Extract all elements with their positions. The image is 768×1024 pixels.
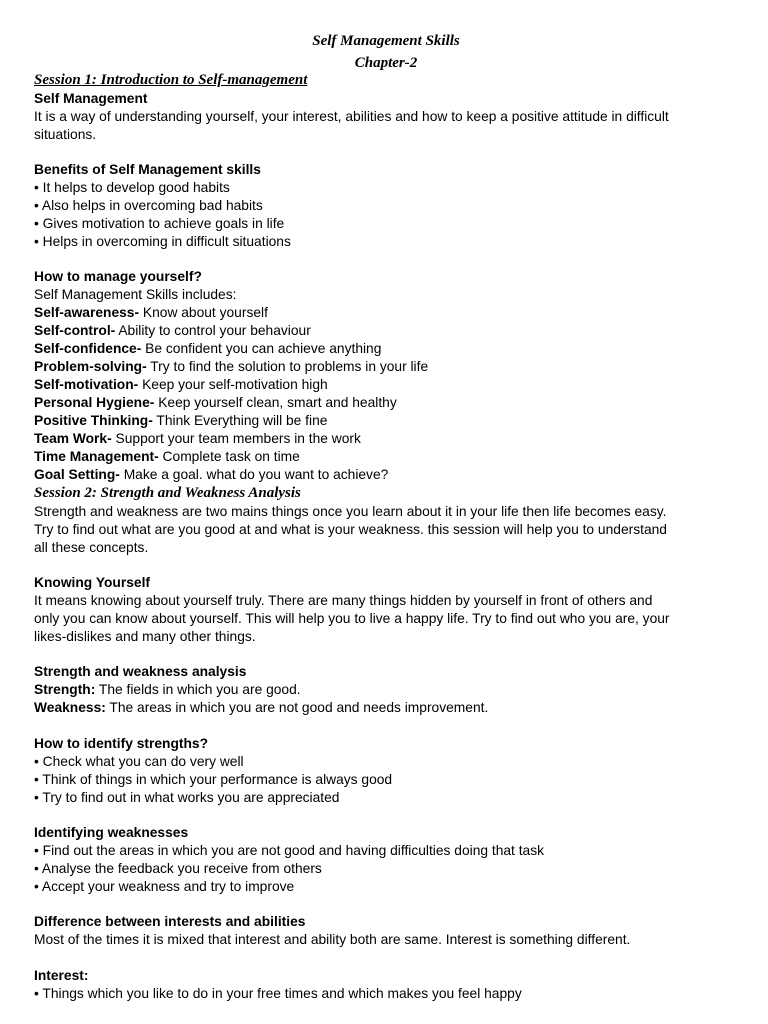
- skill-item: [34, 340, 754, 358]
- self-management-desc-line-1: It is a way of understanding yourself, your interest, abilities and how to keep a positive attitude in difficult: [34, 109, 669, 124]
- skill-item: [34, 430, 754, 448]
- difference-desc: Most of the times it is mixed that interest and ability both are same. Interest is something different.: [34, 932, 631, 947]
- identify-strengths-heading: How to identify strengths?: [34, 736, 208, 751]
- session-2-intro-line-1: Strength and weakness are two mains things once you learn about it in your life then life becomes easy.: [34, 504, 667, 519]
- list-item: • Gives motivation to achieve goals in life: [34, 216, 285, 231]
- knowing-yourself-line-1: It means knowing about yourself truly. There are many things hidden by yourself in front of others and: [34, 593, 653, 608]
- skill-desc: Keep your self-motivation high: [138, 377, 328, 392]
- skill-item: [34, 394, 754, 412]
- difference-heading: Difference between interests and abilities: [34, 914, 306, 929]
- skill-desc: Keep yourself clean, smart and healthy: [154, 395, 397, 410]
- skill-desc: Ability to control your behaviour: [115, 323, 311, 338]
- strength-definition: [34, 681, 754, 699]
- document-header: [0, 30, 768, 74]
- chapter-label: Chapter-2: [354, 55, 418, 71]
- knowing-yourself-line-3: likes-dislikes and many other things.: [34, 629, 256, 644]
- session-2-intro-line-2: Try to find out what are you good at and what is your weakness. this session will help you to understand: [34, 522, 667, 537]
- skill-term: Self-confidence-: [34, 341, 142, 356]
- knowing-yourself-line-2: only you can know about yourself. This will help you to live a happy life. Try to find out who you are, your: [34, 611, 670, 626]
- skill-term: Problem-solving-: [34, 359, 147, 374]
- skill-item: [34, 376, 754, 394]
- skill-item: [34, 322, 754, 340]
- identify-weaknesses-heading: Identifying weaknesses: [34, 825, 189, 840]
- skill-desc: Know about yourself: [139, 305, 268, 320]
- session-2-heading: Session 2: Strength and Weakness Analysis: [34, 485, 301, 501]
- list-item: • Analyse the feedback you receive from others: [34, 861, 322, 876]
- skill-item: [34, 448, 754, 466]
- skill-desc: Try to find the solution to problems in your life: [146, 359, 429, 374]
- session-2-intro-line-3: all these concepts.: [34, 540, 149, 555]
- skill-term: Self-awareness-: [34, 305, 140, 320]
- list-item: • Find out the areas in which you are not good and having difficulties doing that task: [34, 843, 545, 858]
- skill-item: [34, 358, 754, 376]
- strength-desc: The fields in which you are good.: [95, 682, 301, 697]
- skill-term: Goal Setting-: [34, 467, 120, 482]
- interest-heading: Interest:: [34, 968, 89, 983]
- skill-item: [34, 412, 754, 430]
- list-item: • Also helps in overcoming bad habits: [34, 198, 263, 213]
- skill-term: Personal Hygiene-: [34, 395, 155, 410]
- weakness-definition: [34, 699, 754, 717]
- skill-term: Team Work-: [34, 431, 112, 446]
- list-item: • Try to find out in what works you are appreciated: [34, 790, 340, 805]
- skill-item: [34, 466, 754, 484]
- session-1-heading: Session 1: Introduction to Self-management: [34, 72, 308, 88]
- self-management-desc-line-2: situations.: [34, 127, 97, 142]
- swa-heading: Strength and weakness analysis: [34, 664, 247, 679]
- skill-term: Self-control-: [34, 323, 116, 338]
- list-item: • Check what you can do very well: [34, 754, 244, 769]
- list-item: • Accept your weakness and try to improve: [34, 879, 295, 894]
- weakness-desc: The areas in which you are not good and needs improvement.: [105, 700, 489, 715]
- weakness-term: Weakness:: [34, 700, 106, 715]
- benefits-heading: Benefits of Self Management skills: [34, 162, 261, 177]
- skill-term: Time Management-: [34, 449, 159, 464]
- skill-term: Self-motivation-: [34, 377, 139, 392]
- skill-desc: Think Everything will be fine: [152, 413, 328, 428]
- list-item: • It helps to develop good habits: [34, 180, 230, 195]
- skill-desc: Support your team members in the work: [111, 431, 361, 446]
- skills-includes-label: Self Management Skills includes:: [34, 287, 237, 302]
- self-management-heading: Self Management: [34, 91, 148, 106]
- skill-desc: Make a goal. what do you want to achieve?: [119, 467, 389, 482]
- list-item: • Things which you like to do in your free times and which makes you feel happy: [34, 986, 522, 1001]
- document-title: Self Management Skills: [312, 33, 460, 49]
- skill-desc: Complete task on time: [158, 449, 300, 464]
- list-item: • Helps in overcoming in difficult situations: [34, 234, 291, 249]
- skill-term: Positive Thinking-: [34, 413, 153, 428]
- manage-yourself-heading: How to manage yourself?: [34, 269, 202, 284]
- skill-desc: Be confident you can achieve anything: [141, 341, 382, 356]
- skill-item: [34, 304, 754, 322]
- list-item: • Think of things in which your performance is always good: [34, 772, 393, 787]
- strength-term: Strength:: [34, 682, 96, 697]
- knowing-yourself-heading: Knowing Yourself: [34, 575, 151, 590]
